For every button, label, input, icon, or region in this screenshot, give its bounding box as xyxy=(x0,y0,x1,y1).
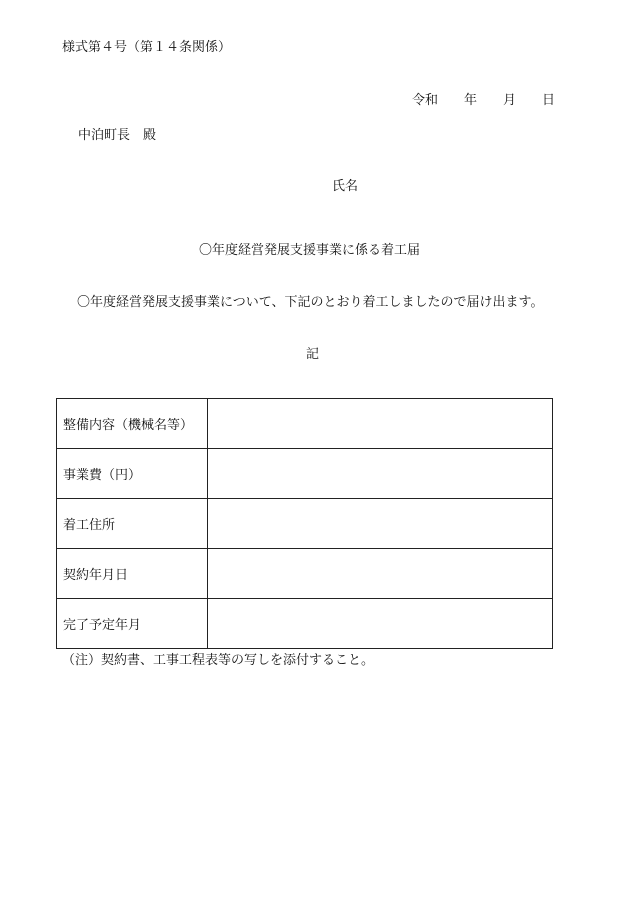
footnote: （注）契約書、工事工程表等の写しを添付すること。 xyxy=(62,653,375,668)
addressee: 中泊町長 殿 xyxy=(78,128,157,143)
table-row xyxy=(57,599,553,649)
document-title: 〇年度経営発展支援事業に係る着工届 xyxy=(199,243,421,258)
row-value[interactable] xyxy=(208,449,553,499)
table-row xyxy=(57,399,553,449)
ki-heading: 記 xyxy=(306,347,320,362)
row-label: 事業費（円） xyxy=(57,449,208,499)
date-day: 日 xyxy=(542,93,556,108)
body-text: 〇年度経営発展支援事業について、下記のとおり着工しましたので届け出ます。 xyxy=(77,295,544,310)
row-value[interactable] xyxy=(208,599,553,649)
row-label: 完了予定年月 xyxy=(57,599,208,649)
date-era: 令和 xyxy=(412,93,439,108)
date-line xyxy=(412,94,555,107)
table-row xyxy=(57,549,553,599)
info-table xyxy=(56,398,553,649)
row-label: 整備内容（機械名等） xyxy=(57,399,208,449)
date-month: 月 xyxy=(503,93,517,108)
row-value[interactable] xyxy=(208,499,553,549)
row-label: 契約年月日 xyxy=(57,549,208,599)
row-value[interactable] xyxy=(208,549,553,599)
table-row xyxy=(57,449,553,499)
row-label: 着工住所 xyxy=(57,499,208,549)
date-year: 年 xyxy=(464,93,478,108)
form-number: 様式第４号（第１４条関係） xyxy=(62,40,232,55)
table-row xyxy=(57,499,553,549)
applicant-name-label: 氏名 xyxy=(332,179,359,194)
row-value[interactable] xyxy=(208,399,553,449)
